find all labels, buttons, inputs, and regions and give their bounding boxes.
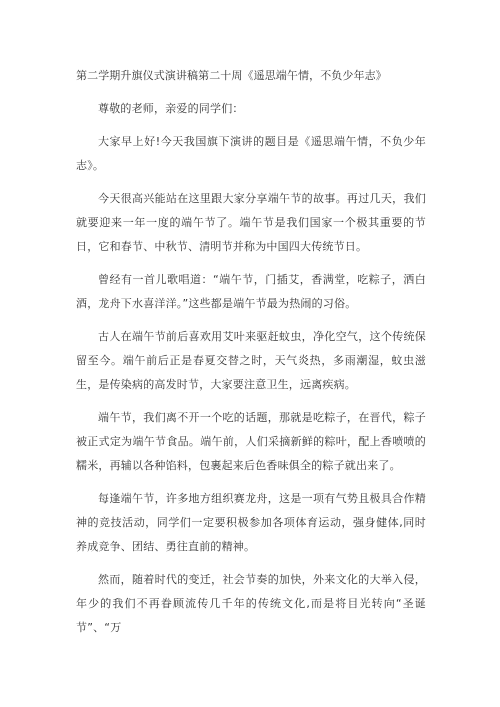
document-body (76, 68, 426, 649)
paragraph-festival: 今天很高兴能站在这里跟大家分享端午节的故事。再过几天，我们就要迎来一年一度的端午节了。端午节是我们国家一个极其重要的节日，它和春节、中秋节、清明节并称为中国四大传统节日。 (76, 192, 426, 253)
document-title: 第二学期升旗仪式演讲稿第二十周《遥思端午情，不负少年志》 (76, 69, 387, 82)
paragraph-tradition: 然而，随着时代的变迁，社会节奏的加快，外来文化的大举入侵，年少的我们不再眷顾流传几千年的传统文化,而是将目光转向“圣诞节”、“万 (76, 573, 426, 634)
paragraph-intro: 大家早上好!今天我国旗下演讲的题目是《遥思端午情，不负少年志》。 (76, 135, 426, 172)
paragraph-zongzi: 端午节，我们离不开一个吃的话题，那就是吃粽子，在晋代，粽子被正式定为端午节食品。端午前，人们采摘新鲜的粽叶，配上香喷喷的糯米，再辅以各种馅料，包裹起来后色香味俱全的粽子就出来了。 (76, 411, 426, 472)
paragraph-mugwort: 古人在端午节前后喜欢用艾叶来驱赶蚊虫，净化空气，这个传统保留至今。端午前后正是春夏交替之时，天气炎热，多雨潮湿，蚊虫滋生，是传染病的高发时节，大家要注意卫生，远离疾病。 (76, 330, 426, 391)
paragraph-song: 曾经有一首儿歌唱道：“端午节，门插艾，香满堂，吃粽子，洒白酒，龙舟下水喜洋洋。”这些都是端午节最为热闹的习俗。 (76, 273, 426, 310)
paragraph-greeting: 尊敬的老师，亲爱的同学们： (98, 102, 244, 115)
paragraph-dragon-boat: 每逢端午节，许多地方组织赛龙舟，这是一项有气势且极具合作精神的竞技活动，同学们一定要积极参加各项体育运动，强身健体,同时养成竞争、团结、勇往直前的精神。 (76, 492, 426, 553)
